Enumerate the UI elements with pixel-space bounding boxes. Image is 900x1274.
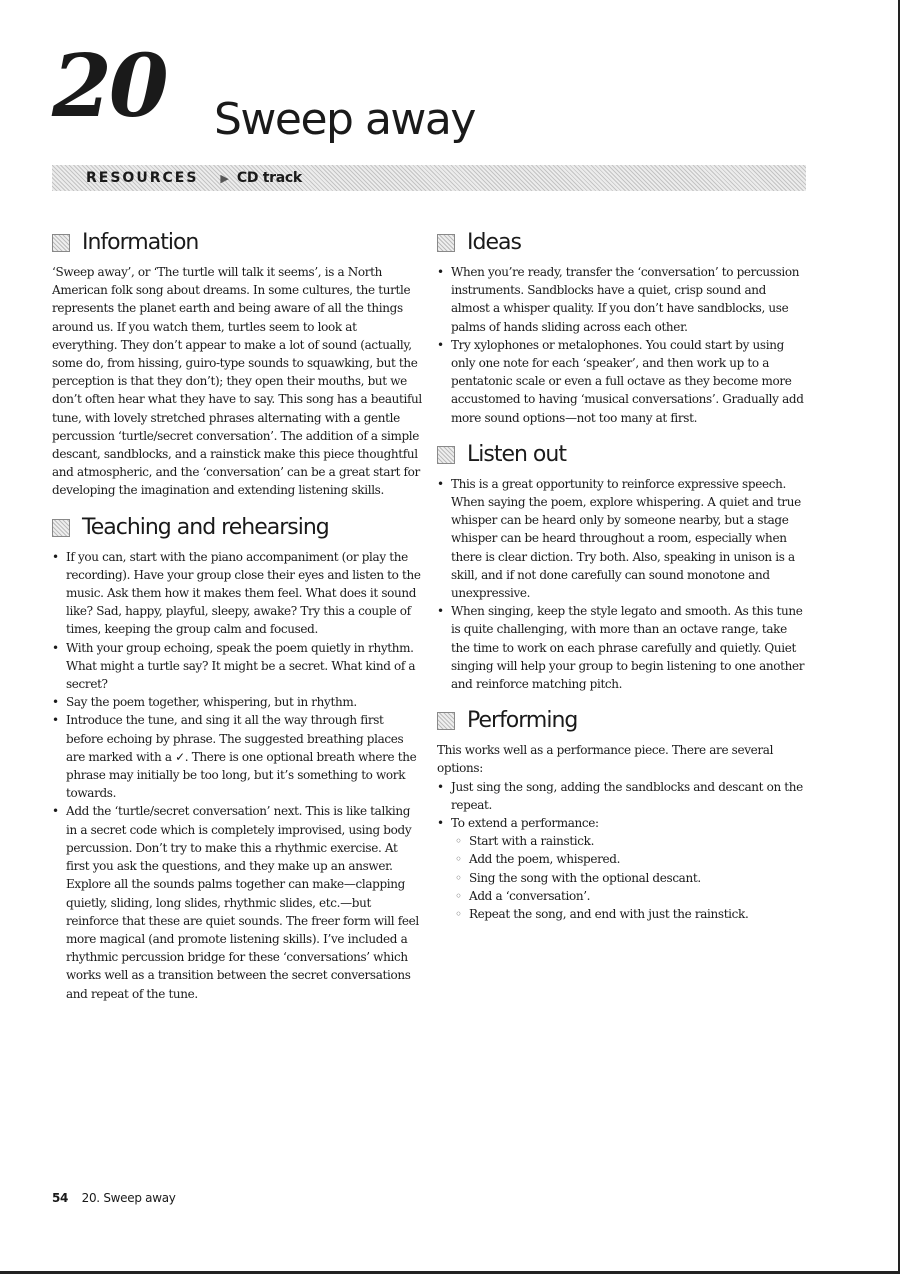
performing-list	[437, 778, 807, 924]
list-item: • Add the ‘turtle/secret conversation’ next. This is like talking in a secret code which is completely improvised, using body percussion. Don’t try to make this a rhythmic exercise. At first you ask the questions, and they make up an answer. Explore all the sounds palms together can make—clapping quietly, sliding, long slides, rhythmic slides, etc.—but reinforce that these are quiet sounds. The freer form will feel more magical (and promote listening skills). I’ve included a rhythmic percussion bridge for these ‘conversations’ which works well as a transition between the secret conversations and repeat of the tune.	[52, 802, 422, 1002]
performing-intro: This works well as a performance piece. There are several options:	[437, 743, 774, 776]
listen-section	[437, 442, 807, 693]
chapter-number: 20	[52, 36, 166, 137]
list-item: • Try xylophones or metalophones. You could start by using only one note for each ‘speaker’, and then work up to a pentatonic scale or even a full octave as they become more accustomed to having ‘musical conversations’. Gradually add more sound options—not too many at first.	[437, 336, 807, 427]
list-item: • Introduce the tune, and sing it all the way through first before echoing by phrase. The suggested breathing places are marked with a ✓. There is one optional breath where the phrase may initially be too long, but it’s something to work towards.	[52, 711, 422, 802]
teaching-section	[52, 515, 422, 1003]
list-item	[437, 814, 807, 923]
right-column	[437, 230, 807, 938]
listen-list	[437, 475, 807, 693]
performing-section	[437, 708, 807, 923]
resources-item: CD track	[236, 170, 302, 186]
list-item: • Just sing the song, adding the sandblocks and descant on the repeat.	[437, 778, 807, 814]
resources-label: RESOURCES	[86, 170, 199, 186]
sub-list-item: ◦ Sing the song with the optional descant.	[451, 869, 807, 887]
section-box-icon	[437, 712, 455, 730]
sub-list-item: ◦ Add the poem, whispered.	[451, 850, 807, 868]
information-header	[52, 230, 422, 256]
sub-list-item: ◦ Repeat the song, and end with just the rainstick.	[451, 905, 807, 923]
resources-bar	[52, 165, 806, 191]
running-title: 20. Sweep away	[81, 1191, 176, 1205]
ideas-header	[437, 230, 807, 256]
sub-list-item: ◦ Add a ‘conversation’.	[451, 887, 807, 905]
teaching-list	[52, 548, 422, 1003]
ideas-heading: Ideas	[467, 230, 521, 255]
ideas-section	[437, 230, 807, 427]
information-section	[52, 230, 422, 500]
information-text: ‘Sweep away’, or ‘The turtle will talk it seems’, is a North American folk song about dreams. In some cultures, the turtle represents the planet earth and being aware of all the things around us. If you watch them, turtles seem to look at everything. They don’t appear to make a lot of sound (actually, some do, from hissing, guiro-type sounds to squawking, but the perception is that they don’t); they open their mouths, but we don’t often hear what they have to say. This song has a beautiful tune, with lovely stretched phrases alternating with a gentle percussion ‘turtle/secret conversation’. The addition of a simple descant, sandblocks, and a rainstick make this piece thoughtful and atmospheric, and the ‘conversation’ can be a great start for developing the imagination and extending listening skills.	[52, 265, 422, 498]
section-box-icon	[52, 234, 70, 252]
list-item-label: To extend a performance:	[451, 816, 599, 831]
listen-heading: Listen out	[467, 441, 566, 467]
teaching-heading: Teaching and rehearsing	[82, 514, 329, 540]
listen-header	[437, 442, 807, 468]
list-item: • This is a great opportunity to reinforce expressive speech. When saying the poem, explore whispering. A quiet and true whisper can be heard only by someone nearby, but a stage whisper can be heard throughout a room, especially when there is clear diction. Try both. Also, speaking in unison is a skill, and if not done carefully can sound monotone and unexpressive.	[437, 475, 807, 602]
performing-sub-list	[451, 832, 807, 923]
page-footer	[52, 1191, 176, 1205]
triangle-right-icon: ▶	[220, 171, 229, 185]
performing-header	[437, 708, 807, 734]
page-number: 54	[52, 1191, 69, 1205]
list-item: • When you’re ready, transfer the ‘conversation’ to percussion instruments. Sandblocks have a quiet, crisp sound and almost a whisper quality. If you don’t have sandblocks, use palms of hands sliding across each other.	[437, 263, 807, 336]
chapter-title: Sweep away	[214, 94, 475, 145]
sub-list-item: ◦ Start with a rainstick.	[451, 832, 807, 850]
information-heading: Information	[82, 230, 199, 255]
teaching-header	[52, 515, 422, 541]
list-item: • When singing, keep the style legato and smooth. As this tune is quite challenging, with more than an octave range, take the time to work on each phrase carefully and quietly. Quiet singing will help your group to begin listening to one another and reinforce matching pitch.	[437, 602, 807, 693]
section-box-icon	[437, 446, 455, 464]
section-box-icon	[437, 234, 455, 252]
list-item: • Say the poem together, whispering, but in rhythm.	[52, 693, 422, 711]
performing-heading: Performing	[467, 708, 578, 734]
list-item: • If you can, start with the piano accompaniment (or play the recording). Have your group close their eyes and listen to the music. Ask them how it makes them feel. What does it sound like? Sad, happy, playful, sleepy, awake? Try this a couple of times, keeping the group calm and focused.	[52, 548, 422, 639]
list-item: • With your group echoing, speak the poem quietly in rhythm. What might a turtle say? It might be a secret. What kind of a secret?	[52, 639, 422, 694]
ideas-list	[437, 263, 807, 427]
section-box-icon	[52, 519, 70, 537]
left-column	[52, 230, 422, 1018]
